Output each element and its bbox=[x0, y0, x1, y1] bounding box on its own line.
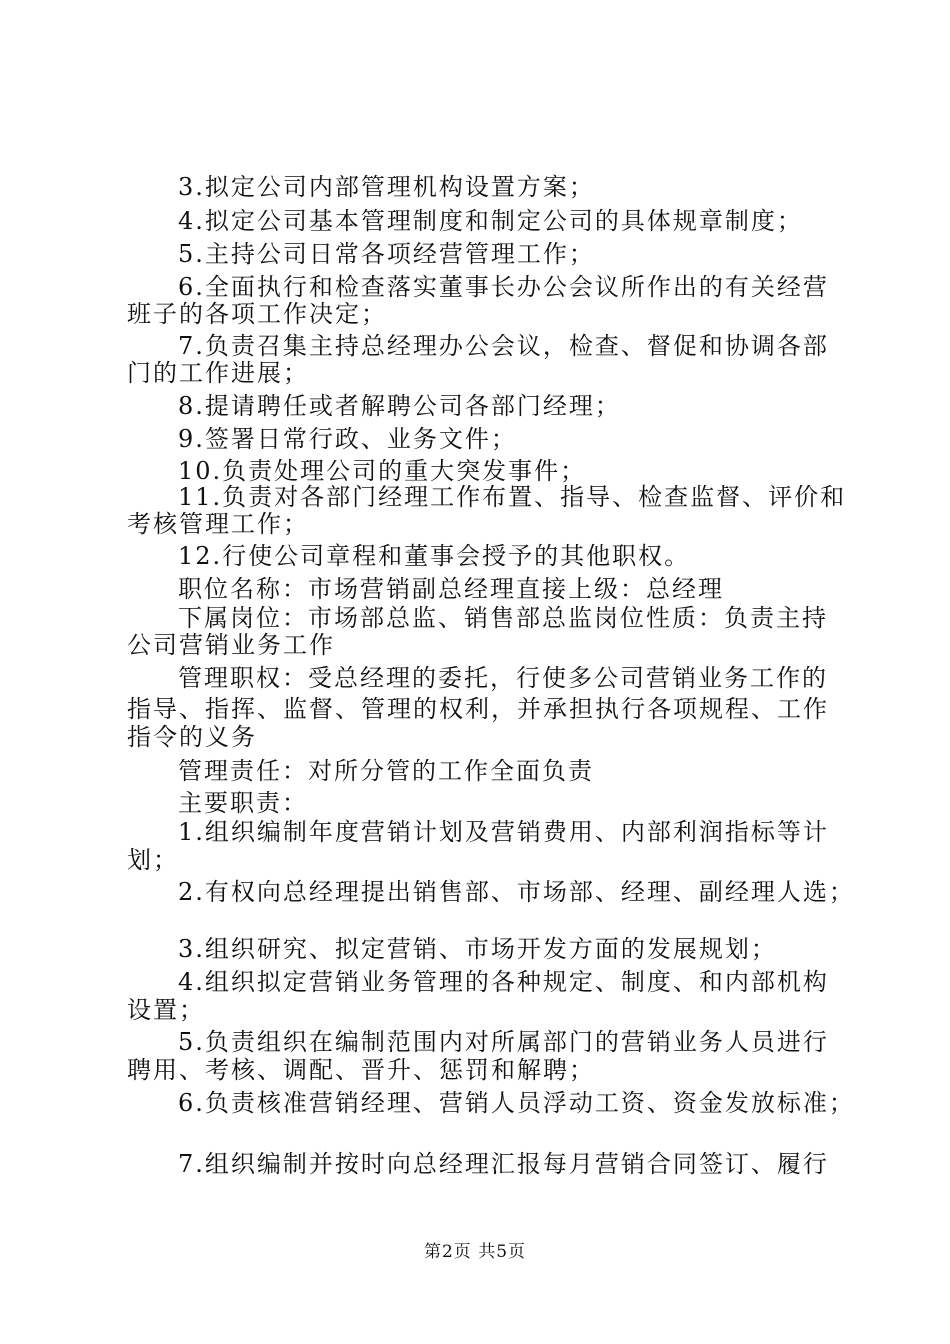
text-line: 设置； bbox=[127, 996, 205, 1024]
text-line: 5.主持公司日常各项经营管理工作； bbox=[178, 240, 595, 268]
text-line: 管理责任：对所分管的工作全面负责 bbox=[178, 757, 594, 785]
text-line: 聘用、考核、调配、晋升、惩罚和解聘； bbox=[127, 1056, 595, 1084]
text-line: 管理职权：受总经理的委托，行使多公司营销业务工作的 bbox=[178, 664, 828, 692]
text-line: 职位名称：市场营销副总经理直接上级：总经理 bbox=[178, 575, 724, 603]
text-line: 4.拟定公司基本管理制度和制定公司的具体规章制度； bbox=[178, 207, 803, 235]
page-number-footer: 第2页 共5页 bbox=[423, 1242, 527, 1262]
text-line: 3.组织研究、拟定营销、市场开发方面的发展规划； bbox=[178, 935, 777, 963]
text-line: 下属岗位：市场部总监、销售部总监岗位性质：负责主持 bbox=[178, 604, 828, 632]
text-line: 考核管理工作； bbox=[127, 510, 309, 538]
text-line: 指令的义务 bbox=[127, 723, 257, 751]
text-line: 8.提请聘任或者解聘公司各部门经理； bbox=[178, 392, 621, 420]
text-line: 门的工作进展； bbox=[127, 359, 309, 387]
text-line: 7.组织编制并按时向总经理汇报每月营销合同签订、履行 bbox=[178, 1150, 829, 1178]
text-line: 6.全面执行和检查落实董事长办公会议所作出的有关经营 bbox=[178, 273, 829, 301]
text-line: 7.负责召集主持总经理办公会议，检查、督促和协调各部 bbox=[178, 332, 829, 360]
text-line: 1.组织编制年度营销计划及营销费用、内部利润指标等计 bbox=[178, 818, 829, 846]
text-line: 10.负责处理公司的重大突发事件； bbox=[178, 457, 587, 485]
text-line: 2.有权向总经理提出销售部、市场部、经理、副经理人选； bbox=[178, 878, 855, 906]
text-line: 4.组织拟定营销业务管理的各种规定、制度、和内部机构 bbox=[178, 968, 829, 996]
text-line: 11.负责对各部门经理工作布置、指导、检查监督、评价和 bbox=[178, 483, 847, 511]
text-line: 5.负责组织在编制范围内对所属部门的营销业务人员进行 bbox=[178, 1028, 829, 1056]
text-line: 3.拟定公司内部管理机构设置方案； bbox=[178, 173, 595, 201]
text-line: 划； bbox=[127, 846, 179, 874]
text-line: 班子的各项工作决定； bbox=[127, 300, 387, 328]
text-line: 主要职责： bbox=[178, 789, 308, 817]
text-line: 12.行使公司章程和董事会授予的其他职权。 bbox=[178, 542, 691, 570]
text-line: 指导、指挥、监督、管理的权利，并承担执行各项规程、工作 bbox=[127, 695, 829, 723]
text-line: 9.签署日常行政、业务文件； bbox=[178, 425, 517, 453]
text-line: 公司营销业务工作 bbox=[127, 631, 335, 659]
text-line: 6.负责核准营销经理、营销人员浮动工资、资金发放标准； bbox=[178, 1089, 855, 1117]
